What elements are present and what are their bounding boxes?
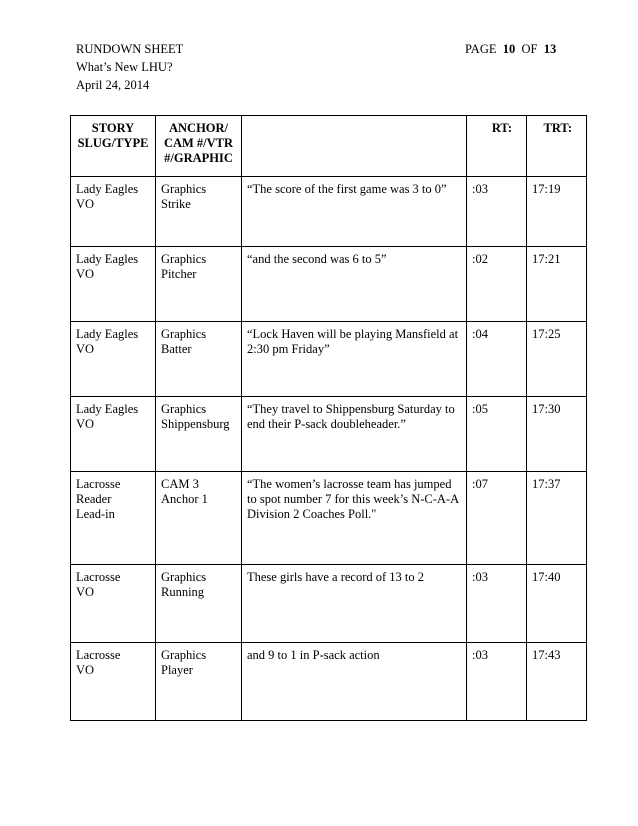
table-row	[71, 322, 587, 397]
anchor-cell-line: Running	[161, 585, 205, 599]
anchor-cell-line: CAM 3	[161, 477, 199, 491]
table-header-row	[71, 116, 587, 177]
script-cell-line: “The score of the first game was 3 to 0”	[247, 182, 447, 196]
page-indicator	[465, 40, 556, 58]
anchor-cell	[156, 397, 242, 472]
sheet-title: RUNDOWN SHEET	[76, 42, 184, 56]
rt-cell: :03	[467, 565, 527, 643]
anchor-cell-line: Graphics	[161, 570, 207, 584]
anchor-cell-line: Graphics	[161, 648, 207, 662]
trt-cell: 17:40	[527, 565, 587, 643]
script-cell-line: end their P-sack doubleheader.”	[247, 417, 406, 431]
anchor-cell-line: Pitcher	[161, 267, 197, 281]
script-cell-line: These girls have a record of 13 to 2	[247, 570, 425, 584]
slug-cell	[71, 565, 156, 643]
anchor-cell-line: Graphics	[161, 402, 207, 416]
sheet-header	[76, 40, 183, 94]
show-name: What’s New LHU?	[76, 60, 173, 74]
page-label: PAGE	[465, 42, 497, 56]
table-row	[71, 247, 587, 322]
rt-cell: :02	[467, 247, 527, 322]
slug-cell-line: VO	[76, 585, 95, 599]
script-cell	[242, 472, 467, 565]
table-row	[71, 397, 587, 472]
anchor-cell-line: Shippensburg	[161, 417, 230, 431]
col-header-trt: TRT:	[527, 116, 587, 177]
slug-cell	[71, 397, 156, 472]
rt-cell: :04	[467, 322, 527, 397]
page-total: 13	[543, 42, 557, 56]
anchor-cell-line: Graphics	[161, 327, 207, 341]
col-header-anchor: ANCHOR/ CAM #/VTR #/GRAPHIC	[156, 116, 242, 177]
slug-cell-line: Lady Eagles	[76, 182, 139, 196]
rt-cell: :05	[467, 397, 527, 472]
script-cell-line: “and the second was 6 to 5”	[247, 252, 387, 266]
anchor-cell-line: Player	[161, 663, 193, 677]
slug-cell-line: Lead-in	[76, 507, 115, 521]
slug-cell-line: VO	[76, 417, 95, 431]
slug-cell-line: Lady Eagles	[76, 327, 139, 341]
slug-cell-line: VO	[76, 663, 95, 677]
script-cell	[242, 643, 467, 721]
slug-cell-line: Reader	[76, 492, 112, 506]
anchor-cell-line: Anchor 1	[161, 492, 208, 506]
slug-cell-line: VO	[76, 342, 95, 356]
anchor-cell-line: Graphics	[161, 252, 207, 266]
anchor-cell	[156, 643, 242, 721]
table-row	[71, 643, 587, 721]
col-header-rt: RT:	[467, 116, 527, 177]
script-cell	[242, 565, 467, 643]
slug-cell-line: Lady Eagles	[76, 402, 139, 416]
rundown-table	[70, 115, 587, 721]
rundown-rows	[71, 177, 587, 721]
anchor-cell	[156, 472, 242, 565]
slug-cell	[71, 472, 156, 565]
script-cell	[242, 397, 467, 472]
script-cell-line: “Lock Haven will be playing Mansfield at	[247, 327, 459, 341]
anchor-cell	[156, 247, 242, 322]
anchor-cell-line: Graphics	[161, 182, 207, 196]
trt-cell: 17:37	[527, 472, 587, 565]
table-row	[71, 472, 587, 565]
script-cell-line: 2:30 pm Friday”	[247, 342, 330, 356]
anchor-cell	[156, 565, 242, 643]
script-cell	[242, 177, 467, 247]
col-header-slug: STORY SLUG/TYPE	[71, 116, 156, 177]
trt-cell: 17:25	[527, 322, 587, 397]
slug-cell	[71, 177, 156, 247]
show-date: April 24, 2014	[76, 78, 150, 92]
slug-cell	[71, 643, 156, 721]
col-header-script	[242, 116, 467, 177]
trt-cell: 17:19	[527, 177, 587, 247]
rt-cell: :07	[467, 472, 527, 565]
rt-cell: :03	[467, 177, 527, 247]
page-number: 10	[502, 42, 516, 56]
anchor-cell	[156, 177, 242, 247]
script-cell	[242, 322, 467, 397]
slug-cell-line: Lacrosse	[76, 648, 121, 662]
slug-cell	[71, 247, 156, 322]
slug-cell-line: VO	[76, 267, 95, 281]
anchor-cell-line: Strike	[161, 197, 191, 211]
anchor-cell	[156, 322, 242, 397]
trt-cell: 17:43	[527, 643, 587, 721]
slug-cell-line: Lacrosse	[76, 570, 121, 584]
script-cell-line: “They travel to Shippensburg Saturday to	[247, 402, 455, 416]
slug-cell	[71, 322, 156, 397]
slug-cell-line: Lady Eagles	[76, 252, 139, 266]
table-row	[71, 177, 587, 247]
script-cell-line: Division 2 Coaches Poll."	[247, 507, 377, 521]
script-cell-line: to spot number 7 for this week’s N-C-A-A	[247, 492, 460, 506]
rt-cell: :03	[467, 643, 527, 721]
script-cell	[242, 247, 467, 322]
page-of-label: OF	[521, 42, 538, 56]
slug-cell-line: Lacrosse	[76, 477, 121, 491]
script-cell-line: “The women’s lacrosse team has jumped	[247, 477, 452, 491]
trt-cell: 17:30	[527, 397, 587, 472]
trt-cell: 17:21	[527, 247, 587, 322]
slug-cell-line: VO	[76, 197, 95, 211]
script-cell-line: and 9 to 1 in P-sack action	[247, 648, 380, 662]
anchor-cell-line: Batter	[161, 342, 192, 356]
table-row	[71, 565, 587, 643]
